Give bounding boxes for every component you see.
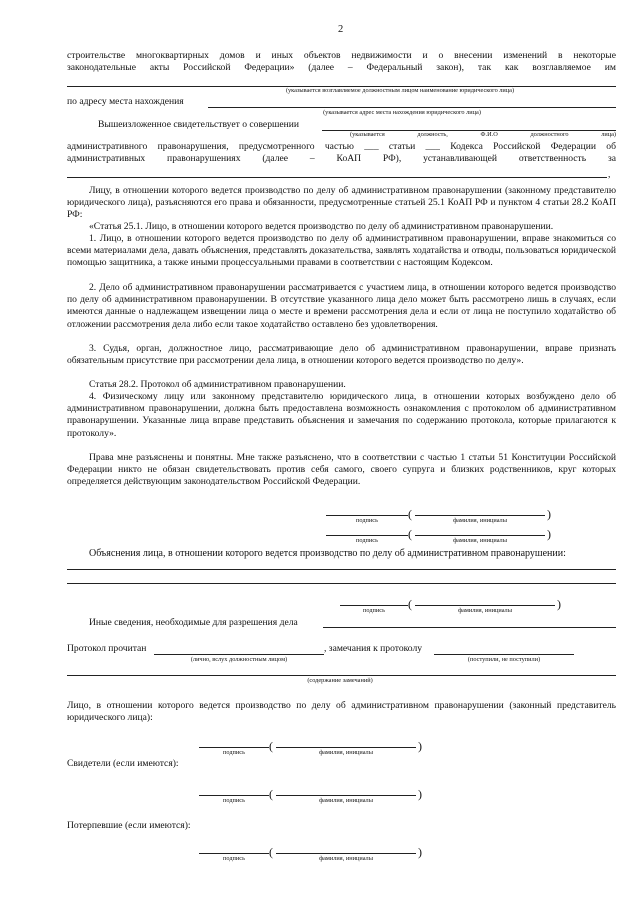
caption-signature: подпись [223, 797, 245, 804]
liability-comma: , [608, 169, 611, 180]
witness-label: Вышеизложенное свидетельствует о совершении [98, 119, 300, 130]
person-surname-field[interactable] [276, 747, 416, 748]
other-info-field[interactable] [323, 627, 616, 628]
witnesses-label: Свидетели (если имеются): [67, 758, 179, 769]
page-number: 2 [338, 24, 344, 35]
article-25-1-p1: 1. Лицо, в отношении которого ведется производство по делу об административном правонарушении, вправе знакомиться со всеми материалами дела, давать объяснения, представлять доказательства, заявлять ходатайства и отводы, пользоваться юридической помощью защитника, а также иными процессуальными правами в соответствии с настоящим Кодексом. [67, 233, 616, 269]
paren-open: ( [269, 845, 273, 859]
caption-remarks-content: (содержание замечаний) [307, 677, 373, 684]
explanations-field-2[interactable] [67, 583, 616, 584]
paren-close: ) [418, 845, 422, 859]
offense-line: административного правонарушения, предусмотренного частью ___ статьи ___ Кодекса Российской Федерации об [67, 141, 616, 152]
article-25-1-p2: 2. Дело об административном правонарушении рассматривается с участием лица, в отношении которого ведется производство по делу об административном правонарушении. В отсутствие указанного лица дело может быть рассмотрено лишь в случаях, если имеются данные о надлежащем извещении лица о месте и времени рассмотрения дела и если от лица не поступило ходатайство об отложении рассмотрения дела либо если такое ходатайство оставлено без удовлетворения. [67, 282, 616, 330]
rights-explained: Права мне разъяснены и понятны. Мне также разъяснено, что в соответствии с частью 1 статьи 51 Конституции Российской Федерации никто не обязан свидетельствовать против себя самого, своего супруга и близких родственников, круг которых определяется действующим законодательством Российской Федерации. [67, 452, 616, 488]
caption-surname: фамилия, инициалы [458, 607, 512, 614]
victims-label: Потерпевшие (если имеются): [67, 820, 191, 831]
rights-signature-field-1[interactable] [326, 515, 408, 516]
article-28-2-title: Статья 28.2. Протокол об административном правонарушении. [89, 379, 346, 390]
rights-surname-field-2[interactable] [415, 535, 545, 536]
paren-open: ( [269, 787, 273, 801]
paren-close: ) [547, 507, 551, 521]
person-label: Лицо, в отношении которого ведется производство по делу об административном правонарушении (законный представитель юридического лица): [67, 700, 616, 724]
address-field[interactable] [208, 107, 616, 108]
caption-surname: фамилия, инициалы [319, 855, 373, 862]
coap-line: административных правонарушениях (далее – КоАП РФ), устанавливающей ответственность за [67, 153, 616, 164]
paren-close: ) [547, 527, 551, 541]
witness-signature-field[interactable] [199, 795, 269, 796]
explanations-signature-field[interactable] [340, 605, 408, 606]
caption-signature: подпись [363, 607, 385, 614]
caption-surname: фамилия, инициалы [453, 537, 507, 544]
caption-position: (указывается должность, Ф.И.О должностного лица) [350, 131, 616, 138]
caption-address: (указывается адрес места нахождения юридического лица) [323, 109, 481, 116]
protocol-read-label: Протокол прочитан [67, 643, 147, 654]
caption-signature: подпись [223, 855, 245, 862]
explanations-surname-field[interactable] [415, 605, 555, 606]
article-28-2-p4: 4. Физическому лицу или законному представителю юридического лица, в отношении которых возбуждено дело об административном правонарушении, должна быть предоставлена возможность ознакомления с протоколом об административном правонарушении. Указанные лица вправе представить объяснения и замечания по содержанию протокола, которые прилагаются к протоколу». [67, 391, 616, 439]
paren-close: ) [418, 787, 422, 801]
caption-signature: подпись [356, 537, 378, 544]
paren-close: ) [418, 739, 422, 753]
article-25-1-p3: 3. Судья, орган, должностное лицо, рассматривающие дело об административном правонарушении, вправе признать обязательным присутствие при рассмотрении дела лица, в отношении которого ведется производство по делу». [67, 343, 616, 367]
person-signature-field[interactable] [199, 747, 269, 748]
rights-surname-field-1[interactable] [415, 515, 545, 516]
victim-signature-field[interactable] [199, 853, 269, 854]
caption-read-how: (лично, вслух должностным лицом) [190, 656, 288, 663]
paren-open: ( [408, 507, 412, 521]
liability-field[interactable] [67, 177, 607, 178]
remarks-label: , замечания к протоколу [324, 643, 423, 654]
header-line-1: строительстве многоквартирных домов и иных объектов недвижимости и о внесении изменений в некоторые [67, 50, 616, 61]
address-label: по адресу места нахождения [67, 96, 184, 107]
caption-surname: фамилия, инициалы [453, 517, 507, 524]
header-line-2: законодательные акты Российской Федерации» (далее – Федеральный закон), так как возглавляемое им [67, 62, 616, 73]
caption-surname: фамилия, инициалы [319, 749, 373, 756]
rights-signature-field-2[interactable] [326, 535, 408, 536]
remarks-content-field[interactable] [67, 675, 616, 676]
remarks-status-field[interactable] [434, 654, 574, 655]
rights-intro: Лицу, в отношении которого ведется производство по делу об административном правонарушении (законному представителю юридического лица), разъясняются его права и обязанности, предусмотренные статьей 25.1 КоАП РФ и пунктом 4 статьи 28.2 КоАП РФ: [67, 185, 616, 221]
paren-open: ( [408, 597, 412, 611]
explanations-field-1[interactable] [67, 569, 616, 570]
protocol-read-field[interactable] [154, 654, 324, 655]
paren-open: ( [269, 739, 273, 753]
article-25-1-title: «Статья 25.1. Лицо, в отношении которого ведется производство по делу об административном правонарушении. [89, 221, 554, 232]
caption-signature: подпись [223, 749, 245, 756]
other-info-label: Иные сведения, необходимые для разрешения дела [89, 617, 298, 628]
paren-close: ) [557, 597, 561, 611]
witness-surname-field[interactable] [276, 795, 416, 796]
caption-legal-entity: (указывается возглавляемое должностным лицом наименование юридического лица) [285, 87, 515, 94]
paren-open: ( [408, 527, 412, 541]
explanations-label: Объяснения лица, в отношении которого ведется производство по делу об административном правонарушении: [89, 548, 566, 559]
victim-surname-field[interactable] [276, 853, 416, 854]
caption-signature: подпись [356, 517, 378, 524]
caption-remarks-status: (поступили, не поступили) [467, 656, 541, 663]
caption-surname: фамилия, инициалы [319, 797, 373, 804]
